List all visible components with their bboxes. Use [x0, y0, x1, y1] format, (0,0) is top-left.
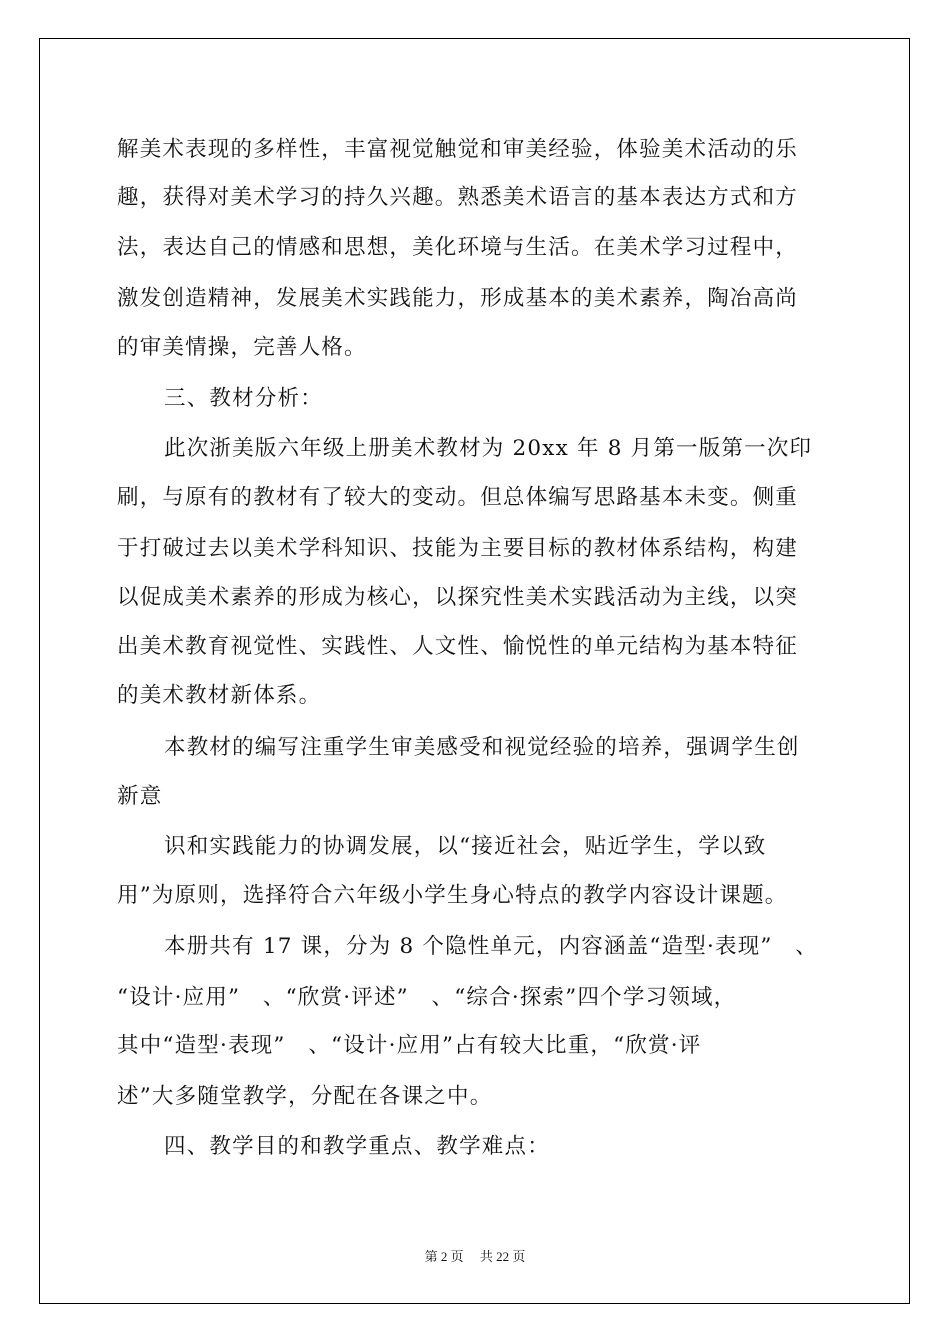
- text-line-7: 此次浙美版六年级上册美术教材为 20xx 年 8 月第一版第一次印: [164, 436, 813, 461]
- text-line-19: 其中“造型·表现” 、“设计·应用”占有较大比重，“欣赏·评: [117, 1033, 702, 1058]
- text-line-12: 的美术教材新体系。: [117, 683, 322, 708]
- text-line-11: 出美术教育视觉性、实践性、人文性、愉悦性的单元结构为基本特征: [117, 634, 799, 659]
- text-line-4: 激发创造精神，发展美术实践能力，形成基本的美术素养，陶冶高尚: [117, 286, 799, 311]
- section-heading-3: 三、教材分析：: [164, 386, 323, 411]
- text-line-8: 刷，与原有的教材有了较大的变动。但总体编写思路基本未变。侧重: [117, 485, 799, 510]
- text-line-14: 新意: [117, 784, 163, 809]
- text-line-5: 的审美情操，完善人格。: [117, 335, 367, 360]
- text-line-16: 用”为原则，选择符合六年级小学生身心特点的教学内容设计课题。: [117, 883, 788, 908]
- section-heading-4: 四、教学目的和教学重点、教学难点：: [164, 1134, 550, 1159]
- text-line-9: 于打破过去以美术学科知识、技能为主要目标的教材体系结构，构建: [117, 536, 799, 561]
- page-number: 第 2 页: [424, 1249, 464, 1264]
- text-line-2: 趣，获得对美术学习的持久兴趣。熟悉美术语言的基本表达方式和方: [117, 185, 799, 210]
- text-line-1: 解美术表现的多样性，丰富视觉触觉和审美经验，体验美术活动的乐: [117, 137, 799, 162]
- text-line-17: 本册共有 17 课，分为 8 个隐性单元，内容涵盖“造型·表现” 、: [164, 934, 818, 959]
- text-line-13: 本教材的编写注重学生审美感受和视觉经验的培养，强调学生创: [164, 735, 800, 760]
- page-footer: [0, 1246, 950, 1265]
- text-line-15: 识和实践能力的协调发展，以“接近社会，贴近学生，学以致: [164, 834, 767, 859]
- page-total: 共 22 页: [479, 1249, 526, 1264]
- text-line-20: 述”大多随堂教学，分配在各课之中。: [117, 1084, 493, 1109]
- text-line-3: 法，表达自己的情感和思想，美化环境与生活。在美术学习过程中，: [117, 235, 799, 260]
- page-border: [39, 38, 910, 1304]
- text-line-18: “设计·应用” 、“欣赏·评述” 、“综合·探索”四个学习领域，: [117, 985, 737, 1010]
- text-line-10: 以促成美术素养的形成为核心，以探究性美术实践活动为主线，以突: [117, 585, 799, 610]
